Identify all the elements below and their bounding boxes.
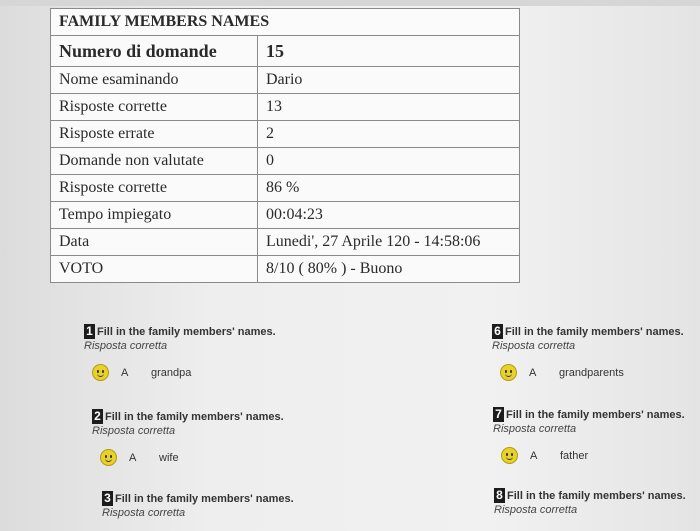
question-text: Fill in the family members' names. <box>105 410 284 423</box>
question-text: Fill in the family members' names. <box>115 492 294 505</box>
answer-letter: A <box>129 451 137 464</box>
table-row <box>51 121 520 148</box>
row-label: Numero di domande <box>51 36 258 67</box>
answer-letter: A <box>530 449 538 462</box>
question-text: Fill in the family members' names. <box>505 325 684 338</box>
table-row <box>51 256 520 283</box>
page-title: FAMILY MEMBERS NAMES <box>51 9 520 36</box>
answer-row <box>500 364 684 381</box>
question-status: Risposta corretta <box>102 507 186 519</box>
answer-text: wife <box>159 451 179 464</box>
row-value: 86 % <box>258 175 520 202</box>
table-row <box>51 175 520 202</box>
question-number: 2 <box>92 409 103 424</box>
question-status: Risposta corretta <box>494 504 578 516</box>
question-item <box>493 407 685 464</box>
row-label: Domande non valutate <box>51 148 258 175</box>
question-status: Risposta corretta <box>493 423 577 435</box>
table-row <box>51 229 520 256</box>
row-label: Risposte corrette <box>51 175 258 202</box>
question-number: 8 <box>494 488 505 503</box>
row-value: Lunedi', 27 Aprile 120 - 14:58:06 <box>258 229 520 256</box>
question-number: 1 <box>84 324 95 339</box>
answer-text: father <box>560 449 589 462</box>
row-value: 2 <box>258 121 520 148</box>
table-row <box>51 36 520 67</box>
row-label: Nome esaminando <box>51 67 258 94</box>
answer-text: grandpa <box>151 366 192 379</box>
question-number: 7 <box>493 407 504 422</box>
question-item <box>84 324 276 381</box>
row-value: Dario <box>258 67 520 94</box>
answer-letter: A <box>529 366 537 379</box>
row-value: 00:04:23 <box>258 202 520 229</box>
question-item <box>92 409 284 466</box>
question-item <box>492 324 684 381</box>
row-value: 13 <box>258 94 520 121</box>
table-title-row <box>51 9 520 36</box>
question-text: Fill in the family members' names. <box>506 408 685 421</box>
answer-letter: A <box>121 366 129 379</box>
answer-row <box>92 364 276 381</box>
table-row <box>51 202 520 229</box>
row-label: Risposte errate <box>51 121 258 148</box>
question-number: 6 <box>492 324 503 339</box>
smiley-icon <box>501 447 518 464</box>
question-status: Risposta corretta <box>84 340 168 352</box>
question-text: Fill in the family members' names. <box>97 325 276 338</box>
smiley-icon <box>100 449 117 466</box>
answer-row <box>501 447 685 464</box>
question-number: 3 <box>102 491 113 506</box>
top-strip <box>0 0 700 6</box>
answer-text: grandparents <box>559 366 624 379</box>
table-row <box>51 67 520 94</box>
row-label: Data <box>51 229 258 256</box>
question-item <box>102 491 294 519</box>
row-label: VOTO <box>51 256 258 283</box>
question-item <box>494 488 686 516</box>
results-summary-table <box>50 8 520 283</box>
question-text: Fill in the family members' names. <box>507 489 686 502</box>
smiley-icon <box>92 364 109 381</box>
row-value: 15 <box>258 36 520 67</box>
row-value: 8/10 ( 80% ) - Buono <box>258 256 520 283</box>
table-row <box>51 148 520 175</box>
row-label: Risposte corrette <box>51 94 258 121</box>
row-label: Tempo impiegato <box>51 202 258 229</box>
question-status: Risposta corretta <box>492 340 576 352</box>
smiley-icon <box>500 364 517 381</box>
table-row <box>51 94 520 121</box>
question-status: Risposta corretta <box>92 425 176 437</box>
row-value: 0 <box>258 148 520 175</box>
answer-row <box>100 449 284 466</box>
